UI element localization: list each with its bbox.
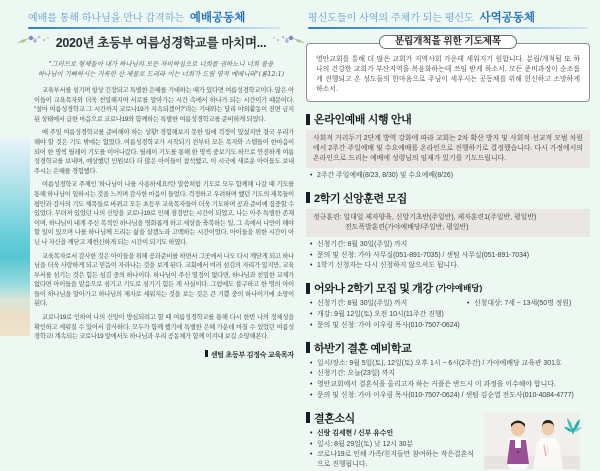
section-title: 결혼소식: [314, 412, 355, 425]
announcements-column: [306, 30, 590, 471]
article-paragraph: 코로나19로 인하여 나의 신앙이 방심되려고 할 때 여름성경학교를 통해 다시 한번 나의 정체성을 확인하고 세워질 수 있어서 감사하다. 모두가 함께 했기에 특별한 은혜 가운데 마칠 수 있었던 여름성경학교! 계속되는 코로나19 앞에서도 하나님과 우리 공동체가 함께 이겨내 보길 소망해본다.: [34, 314, 294, 341]
bullet-item: • 개강: 9월 12일(토) 오전 10시(11주간 진행): [310, 310, 590, 320]
bullet-item: • 일시: 8월 29일(토) 낮 12시 30분: [310, 440, 478, 450]
right-header-underline: [308, 27, 588, 29]
section-online-worship: [306, 111, 590, 181]
right-header-prefix: 평신도들이 사역의 주체가 되는 평신도: [308, 13, 474, 24]
flower-sprig-right-icon: [271, 33, 305, 51]
sea-photo-strip: [0, 138, 30, 336]
bullet-item: • 신청기간: 8월 30일(주일) 까지: [310, 240, 590, 250]
article-paragraph: 매 주일 여름성경학교를 준비해야 하는 상황! 경험해보지 못한 일에 걱정이 앞섰지만 결국 우리가 해야 할 것은 기도 밖에는 없었다. 여름성경학교가 시작되기 전부터 모든 목자와 스탭들이 한마음이 되어 한 명씩 릴레이 기도를 이어나갔다. 릴레이 기도를 통해 한 명씩 중보기도 하므로 안전하게 여름성경학교를 보내며, 예상했던 인원보다 더 많은 아이들이 참석했고, 이 시국에 새로운 아이들도 보내주시는 은혜를 경험했다.: [34, 129, 294, 175]
left-header-emphasis: 예배공동체: [189, 12, 246, 24]
section-wedding-news: [306, 410, 590, 471]
article-byline: 센텀 초등부 김정숙 교육목자: [34, 350, 294, 361]
bullet-item: • 신청대상: 7세 ~ 13세(50명 정원): [467, 299, 571, 309]
bullet-item: • 신청기간: 8월 30일(주일) 까지: [310, 299, 467, 309]
article-body: [34, 86, 294, 382]
bullet-item: • 1학기 신청자는 다시 신청하지 않으셔도 됩니다.: [310, 261, 590, 271]
flower-sprig-left-icon: [17, 33, 51, 51]
prayer-box-body: 영안교회를 통해 더 많은 교회가 지역사회 가운데 세워지기 원합니다. 분립/개척될 또 하나의 건강한 교회가 부산지역을 복음화하는데 쓰임 받게 하소서. 모든 준비과정이 순조롭게 진행되고 온 성도들의 한마음으로 주님이 세우시는 공동체를 위해 헌신하고 소망하게 하소서.: [316, 56, 580, 93]
scripture-quote-line1: "그러므로 형제들아 내가 하나님의 모든 자비하심으로 너희를 권하노니 너희 몸을: [48, 60, 274, 68]
byline-bar-icon: [205, 350, 208, 357]
scripture-quote-line2: 하나님이 기뻐하시는 거룩한 산 제물로 드리라 이는 너희가 드릴 영적 예배니라"(롬12:1): [37, 69, 285, 78]
section-title: 하반기 결혼 예비학교: [314, 342, 412, 355]
section-description-box: 정규훈련: 일대일 제자양육, 신앙기초반(주일반), 제자훈련1(주일반, 평일반) 전도폭발훈련(가야예배당/주일반, 평일반): [306, 209, 590, 237]
section-title: 온라인예배 시행 안내: [314, 114, 412, 126]
bullet-item: • 2주간 주일예배(8/23, 8/30) 및 수요예배(8/26): [310, 171, 590, 181]
scripture-quote: [35, 60, 287, 79]
left-header-underline: [28, 27, 280, 29]
right-column-header: [308, 9, 588, 29]
bullet-item: • 문의 및 신청: 가야 이우림 목사(010-7507-0624) / 센텀 김순열 전도사(010-4084-4777): [310, 391, 590, 401]
bullet-item: • 영안교회에서 결혼식을 올리고자 하는 커플은 반드시 이 과정을 이수해야 합니다.: [310, 380, 590, 390]
article-paragraph: 교육부서를 섬기며 항상 긴장되고 특별한 은혜를 기대하는 때가 있다면 여름성경학교이다. 많은 아이들이 교육목자와 더욱 친밀해지며 서로를 알아가는 시간 속에서 하나가 되는 시간이기 때문이다. "설마 여름성경학교 그 시간까지 코로나19가 지속되겠어?"라는 기대와는 달리 야외활동이 전면 금지된 상태에서 급한 마음으로 코로나19와 함께하는 특별한 여름성경학교를 준비하게 되었다.: [34, 87, 294, 123]
section-faith-training: [306, 190, 590, 271]
section-title-suffix: (가야예배당): [435, 283, 483, 294]
left-column-header: [28, 9, 280, 29]
bullet-item: • 문의 및 신청: 가야 사무실(051-891-7035) / 센텀 사무실(051-891-7034): [310, 251, 590, 261]
prayer-topics-box: [306, 36, 590, 102]
article-paragraph: 교육목자로서 감사한 것은 아이들을 위해 공과준비를 하면서 그곳에서 나도 다시 깨닫게 되고 하나님을 더욱 사랑하게 되고 믿음이 자라나는 것을 보게 된다. 교회에서 여러 섬김의 자리가 있지만, 교육부서를 섬기는 것은 힘든 섬김 중의 하나이다. 하나님이 주신 열정이 없다면, 하나님과 친밀한 교제가 없다면 아이들을 맡음으로 섬기고 기도로 섬기기 힘든 게 사실이다. 그럼에도 불구하고 한 명의 아이들이 하나님을 알아가고 하나님의 제자로 세워지는 것을 보는 것은 큰 기쁨 중의 하나이기에 소망이 된다.: [34, 252, 294, 308]
section-awana: [306, 280, 590, 330]
right-header-emphasis: 사역공동체: [479, 12, 536, 24]
section-description-box: 사회적 거리두기 2단계 방역 강화에 따라 교회는 2차 확산 방지 및 사회적·선교적 모범 차원에서 2주간 주일예배 및 수요예배를 온라인으로 진행하기로 결정했습니다. 다시 가정에서의 온라인으로 드리는 예배에 성령님의 임재가 있기를 기도드립니다.: [306, 130, 590, 168]
section-bar-icon: [306, 412, 310, 423]
church-leaf-logo-icon: [562, 414, 584, 434]
section-bar-icon: [306, 192, 310, 203]
bullet-item: • 문의 및 신청: 가야 이우림 목사(010-7507-0624): [310, 321, 590, 331]
bullet-item: • 일시/장소: 9월 5일(토), 12일(토) 오후 1시 ~ 6시(2주간) / 가야예배당 교육관 301호: [310, 359, 590, 369]
section-bar-icon: [306, 342, 310, 353]
left-header-prefix: 예배를 통해 하나님을 만나 감격하는: [28, 13, 185, 24]
section-title: 어와나 2학기 모집 및 개강: [314, 283, 433, 296]
section-marriage-school: [306, 340, 590, 401]
section-bar-icon: [306, 114, 310, 125]
article-title-row: [30, 33, 292, 51]
bullet-item: • 코로나19로 인해 가족/친지들만 참여하는 작은결혼식으로 진행됩니다.: [310, 450, 478, 470]
bullet-item: • 신청기간: 오늘(23일) 까지: [310, 369, 590, 379]
section-bar-icon: [306, 283, 310, 294]
section-title: 2학기 신앙훈련 모집: [314, 192, 407, 205]
prayer-box-title: 분립개척을 위한 기도제목: [379, 35, 517, 49]
bullet-item: • 신랑 김세현 / 신부 유수인: [310, 429, 478, 439]
article-title: 2020년 초등부 여름성경학교를 마치며...: [55, 36, 267, 50]
article-paragraph: 여름성경학교 주제인 '하나님이 나를 사용하세요!'란 말씀처럼 기도로 모두 함께해 나갈 때 기도를 통해 하나님이 일하시는 것을 느끼며 감사한 마음이 들었다. 걱정하고 우려하며 했던 기도의 제목들이 평안과 감사의 기도 제목들로 바뀌고 모든 초등부 교육목자들이 더욱 기도하며 공과 준비에 집중할 수 있었다. 무뎌져 있었던 나의 신앙을 코로나19로 인해 점검받는 시간이 되었고, 나는 아주 특별한 존재이며, 하나님이 내게 주신 목적인 하나님을 영화롭게 하고 세상을 축복하는 일, 그 속에서 나만이 해야 할 일이 있으며 나를 하나님께 드리는 삶을 살겠노라 고백하는 시간이었다. 아이들을 위한 시간이 아닌 나 자신을 깨닫고 재헌신하게 되는 시간이 되기도 하였다.: [34, 181, 294, 246]
